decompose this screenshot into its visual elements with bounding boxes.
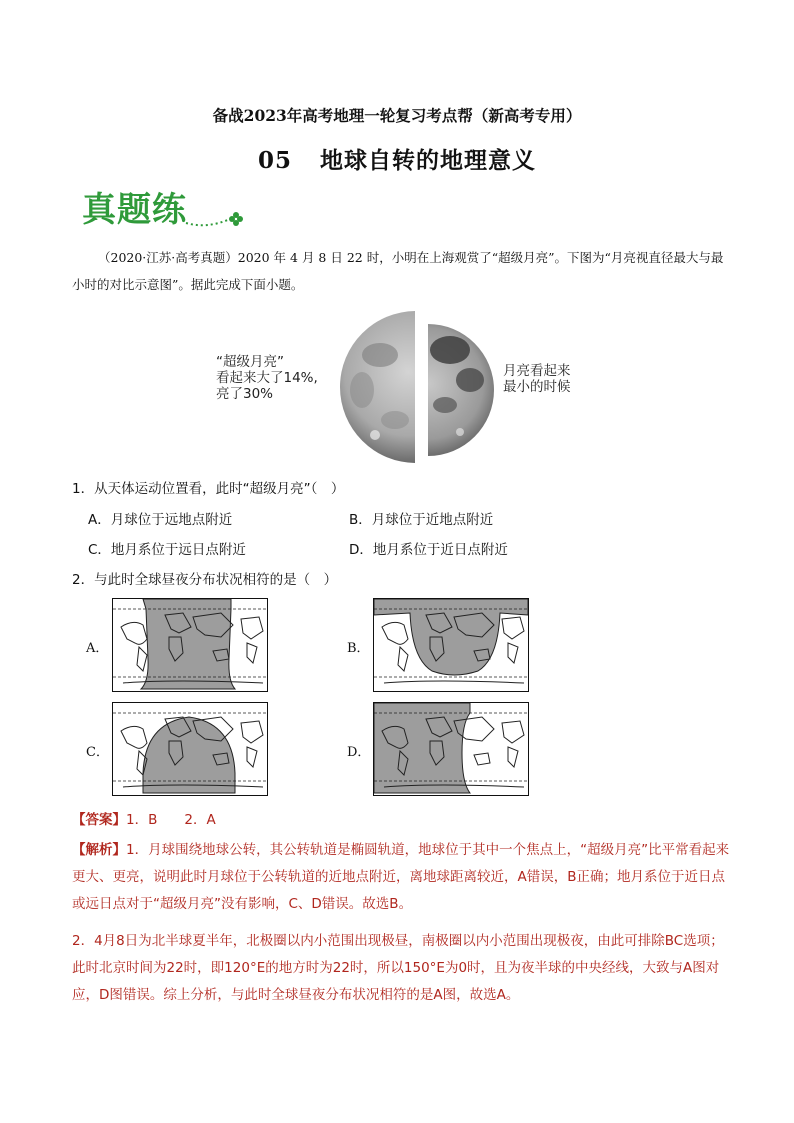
analysis-tag: 【解析】 [72,842,126,858]
moon-left-label-line: “超级月亮” [216,354,284,370]
moon-right-label-line: 月亮看起来 [503,363,571,379]
world-map-a [112,598,268,692]
analysis-paragraph-1 [72,837,732,918]
world-map-d [373,702,529,796]
section-badge [82,185,252,235]
moon-left-label-line: 看起来大了14%, [216,370,318,386]
map-label-a: A． [86,641,109,656]
moon-right-label-line: 最小的时候 [503,379,571,395]
world-map-b [373,598,529,692]
document-subtitle: 备战2023年高考地理一轮复习考点帮（新高考专用） [212,106,582,125]
moon-right-label [503,363,571,395]
q1-option-b: B．月球位于近地点附近 [349,512,494,528]
question-2-stem: 2．与此时全球昼夜分布状况相符的是（ ） [72,572,338,588]
map-label-d: D． [347,745,371,760]
answer-text: 1．B 2．A [126,812,216,828]
analysis-text-1: 1．月球围绕地球公转，其公转轨道是椭圆轨道，地球位于其中一个焦点上，“超级月亮”比平常看起来更大、更亮，说明此时月球位于公转轨道的近地点附近，离地球距离较近，A错误，B正确；地月系位于近日点或远日点对于“超级月亮”没有影响，C、D错误。故选B。 [72,842,730,912]
q1-option-d: D．地月系位于近日点附近 [349,542,508,558]
moon-left-label-line: 亮了30% [216,386,274,402]
moon-comparison-figure [300,310,530,465]
map-label-c: C． [86,745,109,760]
badge-text: 真题练 [82,190,187,230]
q1-option-c: C．地月系位于远日点附近 [88,542,246,558]
analysis-text-2: 2．4月8日为北半球夏半年，北极圈以内小范围出现极昼，南极圈以内小范围出现极夜，由此可排除BC选项；此时北京时间为22时，即120°E的地方时为22时，所以150°E为0时，且为夜半球的中央经线，大致与A图对应，D图错误。综上分析，与此时全球昼夜分布状况相符的是A图，故选A。 [72,933,724,1003]
question-intro: （2020·江苏·高考真题）2020 年 4 月 8 日 22 时，小明在上海观赏了“超级月亮”。下图为“月亮视直径最大与最小时的对比示意图”。据此完成下面小题。 [72,250,724,292]
map-label-b: B． [347,641,370,656]
q1-option-a: A．月球位于远地点附近 [88,512,233,528]
document-title [0,142,794,175]
question-1-stem: 1．从天体运动位置看，此时“超级月亮”（ ） [72,481,345,497]
title-text: 地球自转的地理意义 [320,147,536,174]
answer-tag: 【答案】 [72,812,126,828]
world-map-c [112,702,268,796]
clover-icon [229,212,243,226]
analysis-paragraph-2 [72,928,732,1009]
answer-line [72,808,216,828]
title-number: 05 [257,147,292,174]
